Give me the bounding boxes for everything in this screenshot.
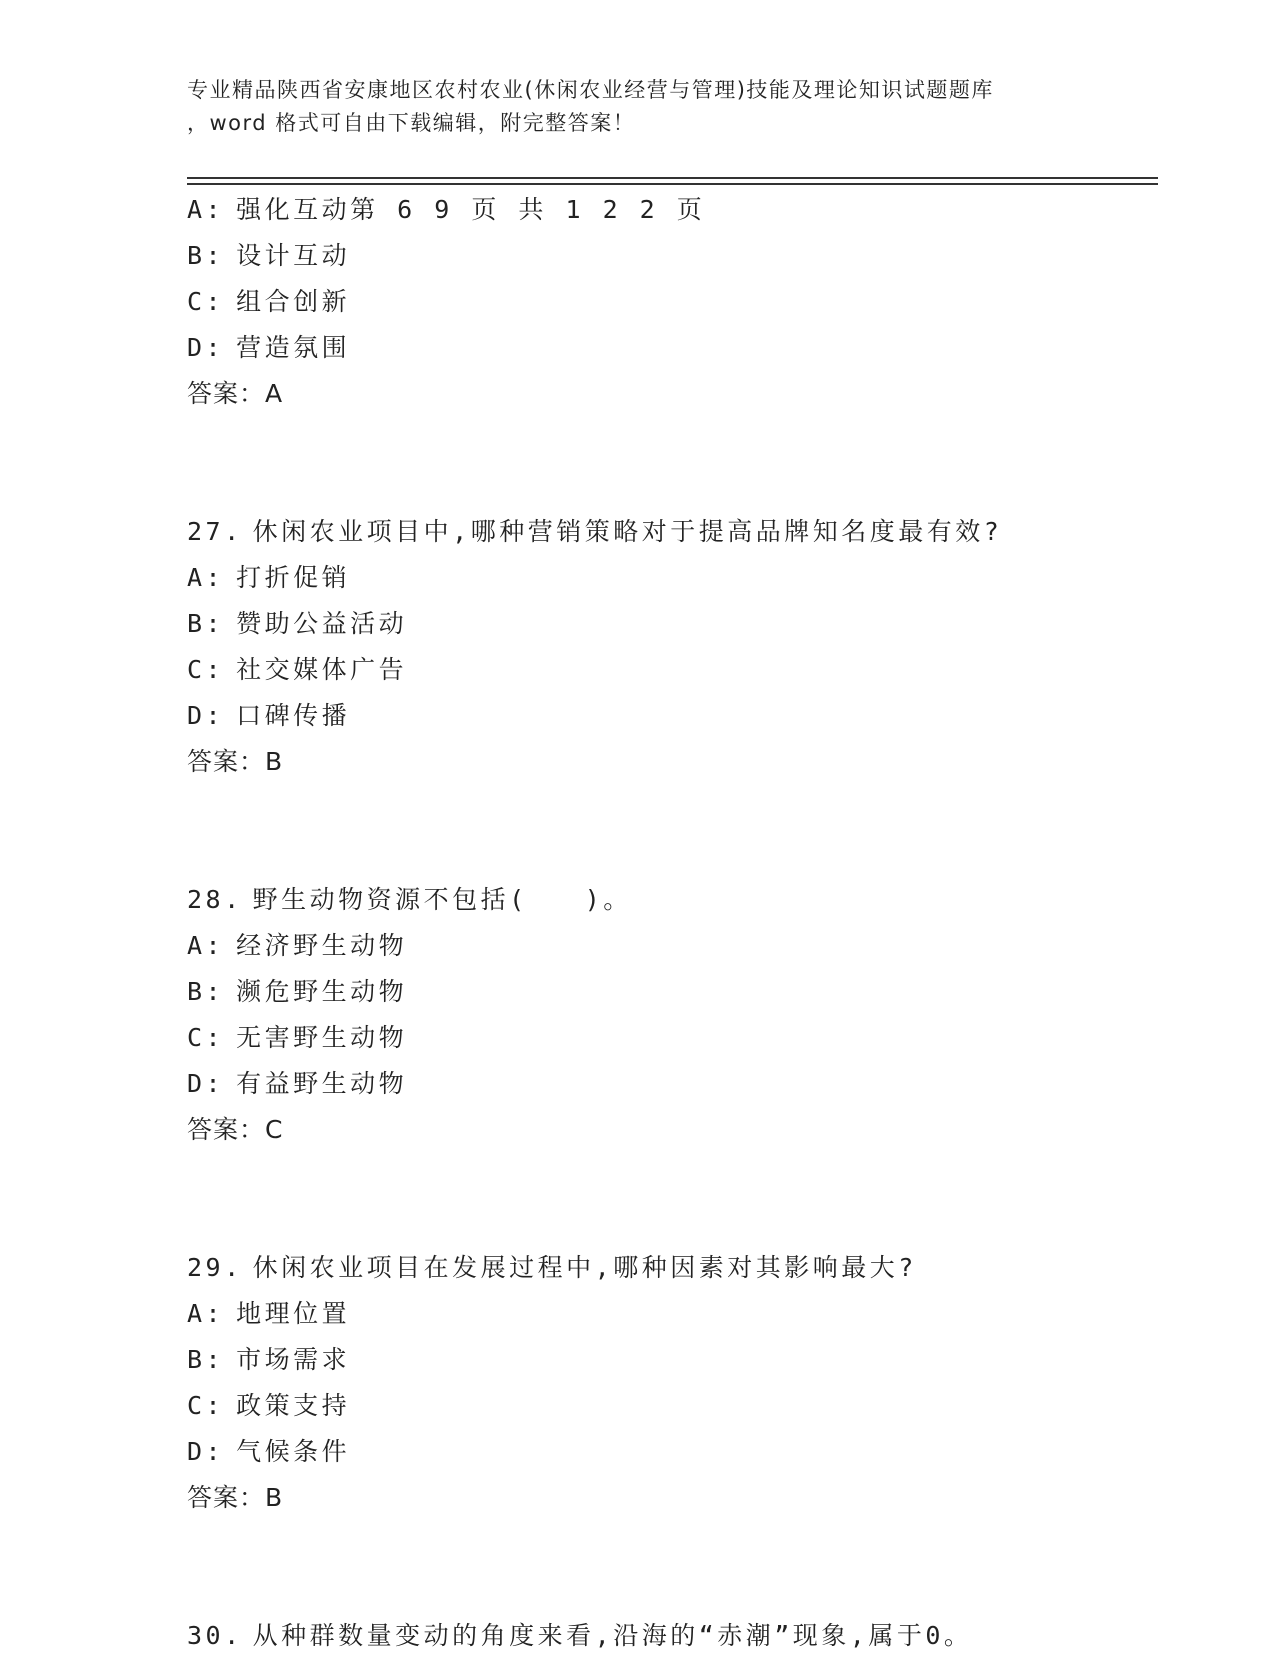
document-header — [187, 74, 1087, 140]
answer-line: 答案：B — [187, 1483, 284, 1512]
option-text: 政策支持 — [236, 1391, 351, 1420]
question-text: 从种群数量变动的角度来看,沿海的“赤潮”现象,属于0。 — [252, 1621, 973, 1650]
option-line — [187, 601, 1167, 647]
option-line — [187, 555, 1167, 601]
question-stem — [187, 877, 1167, 923]
option-text: 濒危野生动物 — [236, 977, 408, 1006]
header-divider-top — [187, 177, 1158, 179]
answer-line: 答案：C — [187, 1115, 284, 1144]
option-line — [187, 1429, 1167, 1475]
option-text: 无害野生动物 — [236, 1023, 408, 1052]
option-letter: A: — [187, 931, 225, 960]
answer-line: 答案：B — [187, 747, 284, 776]
question-number: 28. — [187, 885, 243, 914]
question-text: 休闲农业项目中,哪种营销策略对于提高品牌知名度最有效? — [252, 517, 1003, 546]
option-letter: B: — [187, 609, 225, 638]
option-text: 口碑传播 — [236, 701, 351, 730]
option-text: 强化互动第 6 9 页 共 1 2 2 页 — [236, 195, 706, 224]
option-text: 市场需求 — [236, 1345, 351, 1374]
question-number: 29. — [187, 1253, 243, 1282]
option-letter: A: — [187, 563, 225, 592]
question-block — [187, 509, 1167, 785]
option-letter: A: — [187, 195, 225, 224]
spacer — [187, 1521, 1167, 1613]
option-line — [187, 1383, 1167, 1429]
option-letter: A: — [187, 1299, 225, 1328]
question-list — [187, 187, 1167, 1659]
option-text: 地理位置 — [236, 1299, 351, 1328]
option-line — [187, 233, 1167, 279]
option-line — [187, 187, 1167, 233]
option-line — [187, 923, 1167, 969]
option-letter: D: — [187, 1069, 225, 1098]
option-letter: C: — [187, 287, 225, 316]
question-block — [187, 877, 1167, 1153]
option-text: 经济野生动物 — [236, 931, 408, 960]
option-letter: B: — [187, 977, 225, 1006]
option-line — [187, 325, 1167, 371]
question-stem — [187, 509, 1167, 555]
option-letter: B: — [187, 241, 225, 270]
option-letter: D: — [187, 701, 225, 730]
header-divider-bottom — [187, 183, 1158, 185]
option-text: 组合创新 — [236, 287, 351, 316]
header-title-line-2: ，word 格式可自由下载编辑，附完整答案！ — [187, 111, 636, 135]
spacer — [187, 417, 1167, 509]
option-line — [187, 693, 1167, 739]
question-stem — [187, 1245, 1167, 1291]
option-letter: C: — [187, 655, 225, 684]
option-text: 营造氛围 — [236, 333, 351, 362]
option-letter: C: — [187, 1391, 225, 1420]
option-text: 设计互动 — [236, 241, 351, 270]
option-line — [187, 1061, 1167, 1107]
spacer — [187, 785, 1167, 877]
question-number: 27. — [187, 517, 243, 546]
option-line — [187, 647, 1167, 693]
option-letter: D: — [187, 1437, 225, 1466]
option-text: 打折促销 — [236, 563, 351, 592]
answer-line: 答案：A — [187, 379, 284, 408]
option-text: 有益野生动物 — [236, 1069, 408, 1098]
option-line — [187, 1337, 1167, 1383]
header-title-line-1: 专业精品陕西省安康地区农村农业(休闲农业经营与管理)技能及理论知识试题题库 — [187, 78, 994, 102]
question-text: 休闲农业项目在发展过程中,哪种因素对其影响最大? — [252, 1253, 917, 1282]
question-block — [187, 1245, 1167, 1521]
option-text: 赞助公益活动 — [236, 609, 408, 638]
option-line — [187, 1015, 1167, 1061]
option-letter: B: — [187, 1345, 225, 1374]
option-line — [187, 1291, 1167, 1337]
option-line — [187, 969, 1167, 1015]
question-number: 30. — [187, 1621, 243, 1650]
question-block — [187, 187, 1167, 417]
question-block — [187, 1613, 1167, 1659]
question-stem — [187, 1613, 1167, 1659]
option-text: 气候条件 — [236, 1437, 351, 1466]
spacer — [187, 1153, 1167, 1245]
question-text: 野生动物资源不包括( )。 — [252, 885, 632, 914]
option-text: 社交媒体广告 — [236, 655, 408, 684]
option-line — [187, 279, 1167, 325]
option-letter: C: — [187, 1023, 225, 1052]
option-letter: D: — [187, 333, 225, 362]
